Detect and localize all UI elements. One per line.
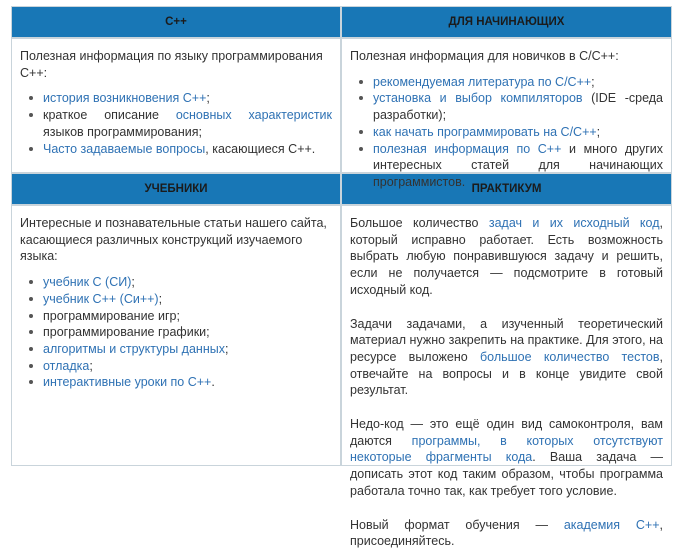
- link-c-textbook[interactable]: учебник C (СИ): [43, 275, 132, 290]
- info-table: [11, 6, 672, 549]
- textbooks-intro: Интересные и познавательные статьи нашего сайта, касающиеся различных конструкций изучаемого языка:: [20, 216, 327, 264]
- list-item: [373, 124, 663, 141]
- link-recommended-literature[interactable]: рекомендуемая литература по C/C++: [373, 74, 592, 89]
- list-item: [43, 141, 332, 158]
- list-item: [373, 141, 663, 191]
- list-item-text: программирование игр;: [43, 308, 180, 323]
- practice-paragraph-1: [350, 215, 663, 299]
- list-item-text: ;: [224, 341, 229, 356]
- list-item-text: (IDE -среда разработки);: [373, 91, 663, 123]
- list-item-text: ;: [591, 74, 595, 89]
- header-practice: ПРАКТИКУМ: [341, 173, 672, 205]
- list-item: [43, 341, 332, 358]
- list-item: [373, 90, 663, 123]
- list-item-text: краткое описание: [43, 108, 176, 123]
- list-item: [43, 291, 332, 308]
- list-item-text: программирование графики;: [43, 325, 210, 340]
- cpp-cell: [11, 38, 341, 173]
- link-debugging[interactable]: отладка: [43, 358, 90, 373]
- paragraph-text: , присоединяйтесь.: [350, 517, 663, 549]
- paragraph-text: Новый формат обучения —: [350, 517, 564, 532]
- practice-paragraph-4: [350, 517, 663, 550]
- list-item-text: ;: [131, 275, 135, 290]
- list-item: [43, 324, 332, 341]
- list-item: [43, 90, 332, 107]
- link-cpp-academy[interactable]: академия C++: [563, 517, 660, 532]
- list-item-text: ;: [206, 91, 210, 106]
- cpp-list: [20, 90, 332, 157]
- link-how-to-start[interactable]: как начать программировать на C/C++: [373, 124, 597, 139]
- link-compilers[interactable]: установка и выбор компиляторов: [373, 91, 583, 106]
- link-useful-info[interactable]: полезная информация по C++: [373, 141, 562, 156]
- beginners-intro: Полезная информация для новичков в C/C++:: [350, 49, 619, 63]
- paragraph-text: Задачи задачами, а изученный теоретический материал нужно закрепить на практике. Для этого, на ресурсе выложено: [350, 316, 663, 364]
- list-item-text: , касающиеся C++.: [205, 141, 316, 156]
- textbooks-cell: [11, 205, 341, 466]
- list-item: [43, 107, 332, 140]
- list-item-text: ;: [596, 124, 601, 139]
- link-tests[interactable]: большое количество тестов: [479, 349, 660, 364]
- paragraph-text: Недо-код — это ещё один вид самоконтроля, вам даются: [350, 417, 663, 448]
- link-cpp-textbook[interactable]: учебник C++ (Си++): [43, 291, 159, 306]
- header-cpp: C++: [11, 6, 341, 38]
- practice-cell: [341, 205, 672, 549]
- link-tasks-source[interactable]: задач и их исходный код: [488, 216, 660, 230]
- list-item: [43, 358, 332, 375]
- paragraph-text: . Ваша задача — дописать этот код таким образом, чтобы программа работала точно так, как требует того условие.: [350, 450, 664, 498]
- paragraph-text: , отвечайте на вопросы и в конце увидите свой результат.: [350, 349, 663, 398]
- textbooks-list: [20, 274, 332, 391]
- list-item: [43, 274, 332, 291]
- list-item: [43, 374, 332, 391]
- link-incomplete-programs[interactable]: программы, в которых отсутствуют некоторые фрагменты кода: [350, 433, 663, 465]
- beginners-list: [350, 74, 663, 191]
- link-faq[interactable]: Часто задаваемые вопросы: [43, 141, 206, 156]
- list-item: [43, 308, 332, 325]
- practice-paragraph-3: [350, 416, 663, 500]
- link-interactive-lessons[interactable]: интерактивные уроки по C++: [43, 375, 212, 390]
- cpp-intro: Полезная информация по языку программирования C++:: [20, 49, 323, 80]
- link-cpp-history[interactable]: история возникновения C++: [43, 91, 207, 106]
- list-item: [373, 74, 663, 91]
- list-item-text: языков программирования;: [43, 124, 202, 139]
- practice-paragraph-2: [350, 316, 663, 400]
- list-item-text: .: [211, 375, 215, 390]
- link-main-characteristics[interactable]: основных характеристик: [175, 108, 333, 123]
- link-algorithms[interactable]: алгоритмы и структуры данных: [43, 341, 225, 356]
- header-beginners: ДЛЯ НАЧИНАЮЩИХ: [341, 6, 672, 38]
- paragraph-text: Большое количество: [350, 216, 489, 230]
- header-textbooks: УЧЕБНИКИ: [11, 173, 341, 205]
- list-item-text: ;: [158, 291, 163, 306]
- list-item-text: ;: [89, 358, 93, 373]
- list-item-text: и много других интересных статей для начинающих программистов.: [373, 141, 663, 189]
- paragraph-text: , который исправно работает. Есть возможность выбрать любую понравившуюся задачу и решить, если не получается — подсмотрите в готовый исходный код.: [350, 216, 663, 297]
